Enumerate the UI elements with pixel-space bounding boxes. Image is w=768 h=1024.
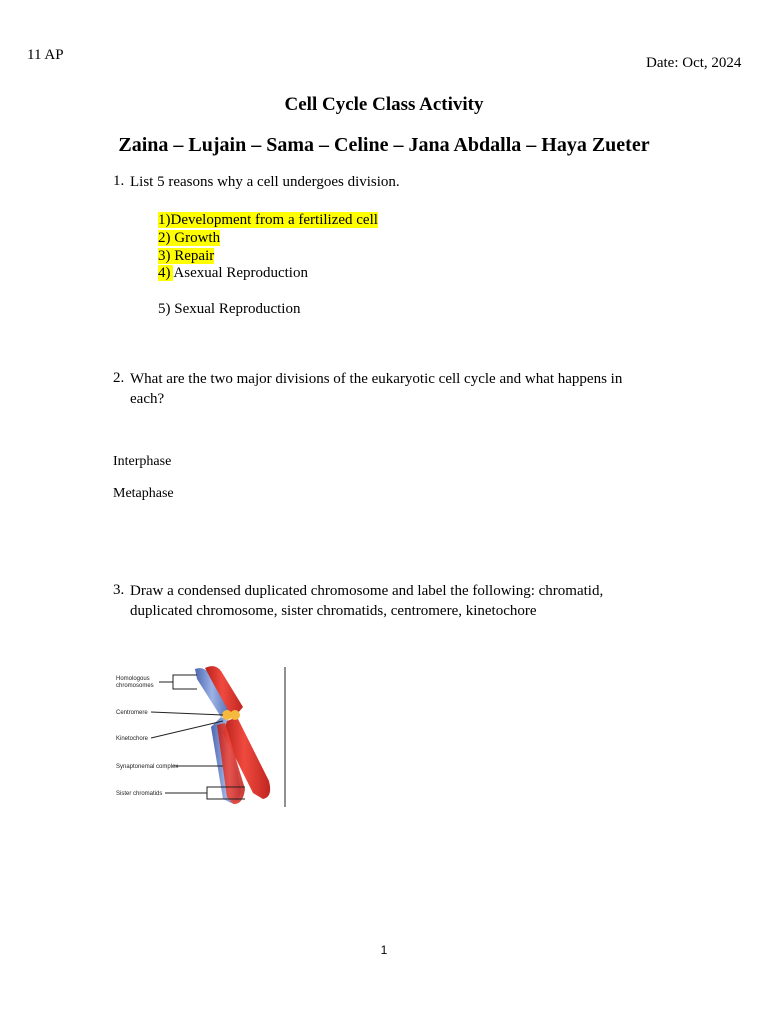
answer-1-prefix: 1)	[158, 212, 171, 228]
date-label: Date: Oct, 2024	[646, 55, 742, 71]
answer-3	[158, 248, 214, 265]
chromosome-diagram	[113, 663, 293, 809]
question-1-number: 1.	[113, 173, 125, 189]
answer-3-text: Repair	[170, 248, 215, 264]
answer-5	[158, 301, 300, 318]
question-1-text: List 5 reasons why a cell undergoes division.	[130, 174, 400, 190]
svg-text:chromosomes: chromosomes	[116, 683, 154, 689]
question-3-number: 3.	[113, 582, 125, 598]
answer-5-text: Sexual Reproduction	[174, 301, 301, 317]
answer-5-prefix: 5)	[158, 301, 175, 317]
label-homologous-chromosomes: Homologous	[116, 676, 150, 682]
class-label: 11 AP	[27, 47, 64, 63]
label-kinetochore: Kinetochore	[116, 736, 149, 742]
page-number: 1	[380, 943, 388, 957]
question-3-text: Draw a condensed duplicated chromosome and label the following: chromatid, duplicated chromosome, sister chromatids, centromere, kinetochore	[130, 583, 604, 619]
answer-1	[158, 212, 378, 229]
answer-metaphase: Metaphase	[113, 486, 174, 501]
answer-1-text: Development from a fertilized cell	[170, 212, 378, 228]
student-names: Zaina – Lujain – Sama – Celine – Jana Abdalla – Haya Zueter	[118, 134, 650, 156]
label-synaptonemal-complex: Synaptonemal complex	[116, 764, 179, 770]
question-2-text: What are the two major divisions of the eukaryotic cell cycle and what happens in each?	[130, 371, 623, 407]
chromosome-figure	[113, 663, 293, 809]
answer-4-prefix: 4)	[158, 265, 174, 281]
answer-2	[158, 230, 220, 247]
document-title: Cell Cycle Class Activity	[284, 94, 484, 115]
answer-2-text: Growth	[170, 230, 221, 246]
answer-4-text: Asexual Reproduction	[173, 265, 308, 281]
answer-interphase: Interphase	[113, 454, 172, 469]
label-centromere: Centromere	[116, 710, 148, 716]
answer-2-prefix: 2)	[158, 230, 171, 246]
label-sister-chromatids: Sister chromatids	[116, 791, 163, 797]
answer-4	[158, 265, 308, 282]
answer-3-prefix: 3)	[158, 248, 171, 264]
question-2-number: 2.	[113, 370, 125, 386]
